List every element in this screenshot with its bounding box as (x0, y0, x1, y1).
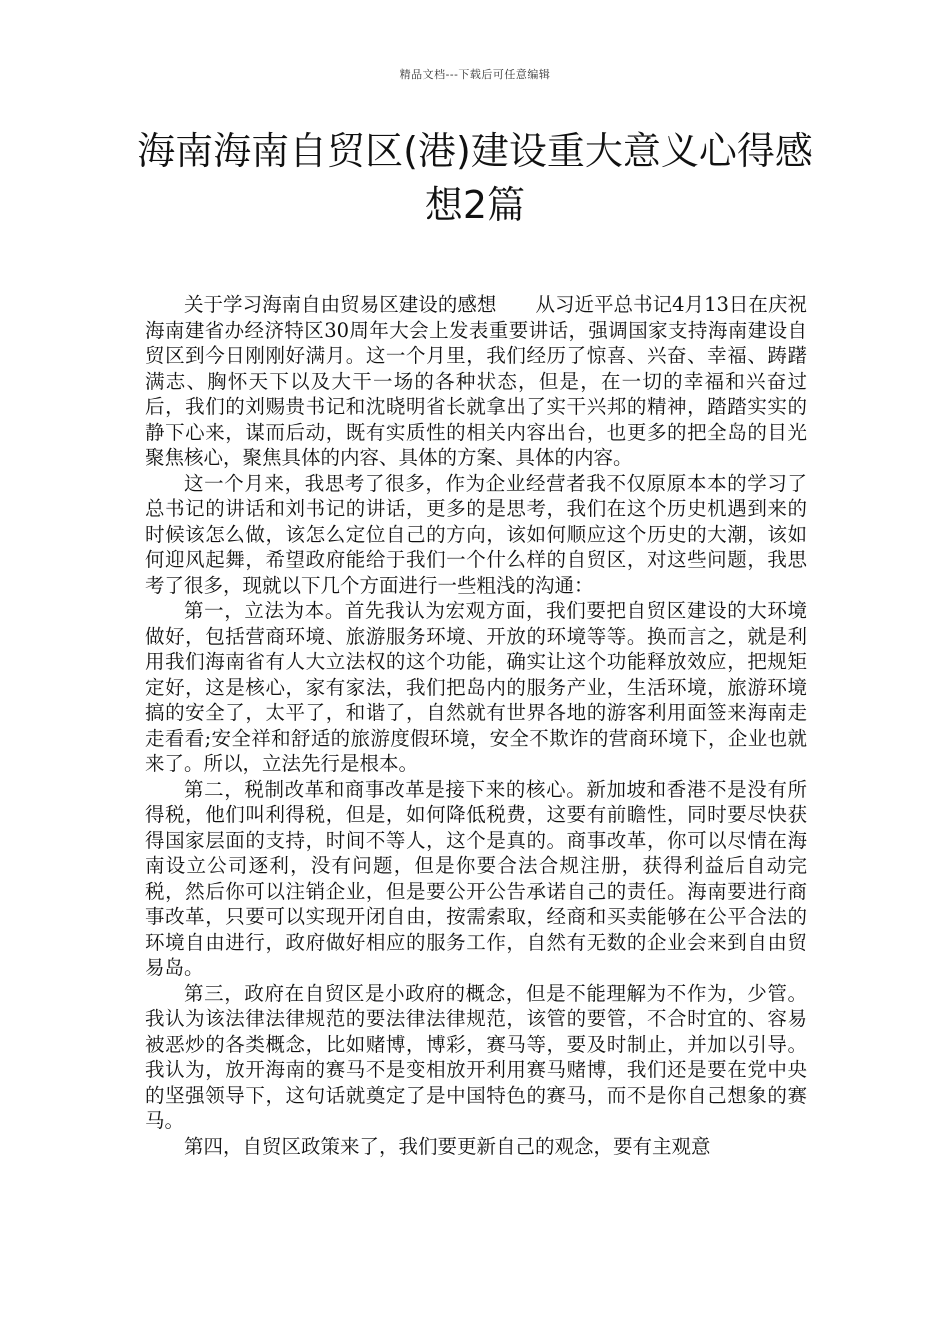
document-body (145, 292, 807, 1159)
paragraph-point-3: 第三，政府在自贸区是小政府的概念，但是不能理解为不作为，少管。我认为该法律法律规范的要法律法律规范，该管的要管，不合时宜的、容易被恶炒的各类概念，比如赌博，博彩，赛马等，要及时制止，并加以引导。我认为，放开海南的赛马不是变相放开利用赛马赌博，我们还是要在党中央的坚强领导下，这句话就奠定了是中国特色的赛马，而不是你自己想象的赛马。 (145, 981, 807, 1132)
paragraph-reflection: 这一个月来，我思考了很多，作为企业经营者我不仅原原本本的学习了总书记的讲话和刘书记的讲话，更多的是思考，我们在这个历史机遇到来的时候该怎么做，该怎么定位自己的方向，该如何顺应这个历史的大潮，该如何迎风起舞，希望政府能给于我们一个什么样的自贸区，对这些问题，我思考了很多，现就以下几个方面进行一些粗浅的沟通： (145, 471, 807, 597)
paragraph-point-1: 第一，立法为本。首先我认为宏观方面，我们要把自贸区建设的大环境做好，包括营商环境、旅游服务环境、开放的环境等等。换而言之，就是利用我们海南省有人大立法权的这个功能，确实让这个功能释放效应，把规矩定好，这是核心，家有家法，我们把岛内的服务产业，生活环境，旅游环境搞的安全了，太平了，和谐了，自然就有世界各地的游客利用面签来海南走走看看;安全祥和舒适的旅游度假环境，安全不欺诈的营商环境下，企业也就来了。所以，立法先行是根本。 (145, 599, 807, 775)
header-note: 精品文档---下载后可任意编辑 (399, 68, 551, 81)
document-title: 海南海南自贸区(港)建设重大意义心得感想2篇 (137, 129, 813, 227)
paragraph-intro: 关于学习海南自由贸易区建设的感想 从习近平总书记4月13日在庆祝海南建省办经济特区30周年大会上发表重要讲话，强调国家支持海南建设自贸区到今日刚刚好满月。这一个月里，我们经历了惊喜、兴奋、幸福、踌躇满志、胸怀天下以及大干一场的各种状态，但是，在一切的幸福和兴奋过后，我们的刘赐贵书记和沈晓明省长就拿出了实干兴邦的精神，踏踏实实的静下心来，谋而后动，既有实质性的相关内容出台，也更多的把全岛的目光聚焦核心，聚焦具体的内容、具体的方案、具体的内容。 (145, 293, 807, 469)
paragraph-point-4: 第四，自贸区政策来了，我们要更新自己的观念，要有主观意 (184, 1134, 711, 1158)
paragraph-point-2: 第二，税制改革和商事改革是接下来的核心。新加坡和香港不是没有所得税，他们叫利得税，但是，如何降低税费，这要有前瞻性，同时要尽快获得国家层面的支持，时间不等人，这个是真的。商事改革，你可以尽情在海南设立公司逐利，没有问题，但是你要合法合规注册，获得利益后自动完税，然后你可以注销企业，但是要公开公告承诺自己的责任。海南要进行商事改革，只要可以实现开闭自由，按需索取，经商和买卖能够在公平合法的环境自由进行，政府做好相应的服务工作，自然有无数的企业会来到自由贸易岛。 (145, 777, 807, 979)
